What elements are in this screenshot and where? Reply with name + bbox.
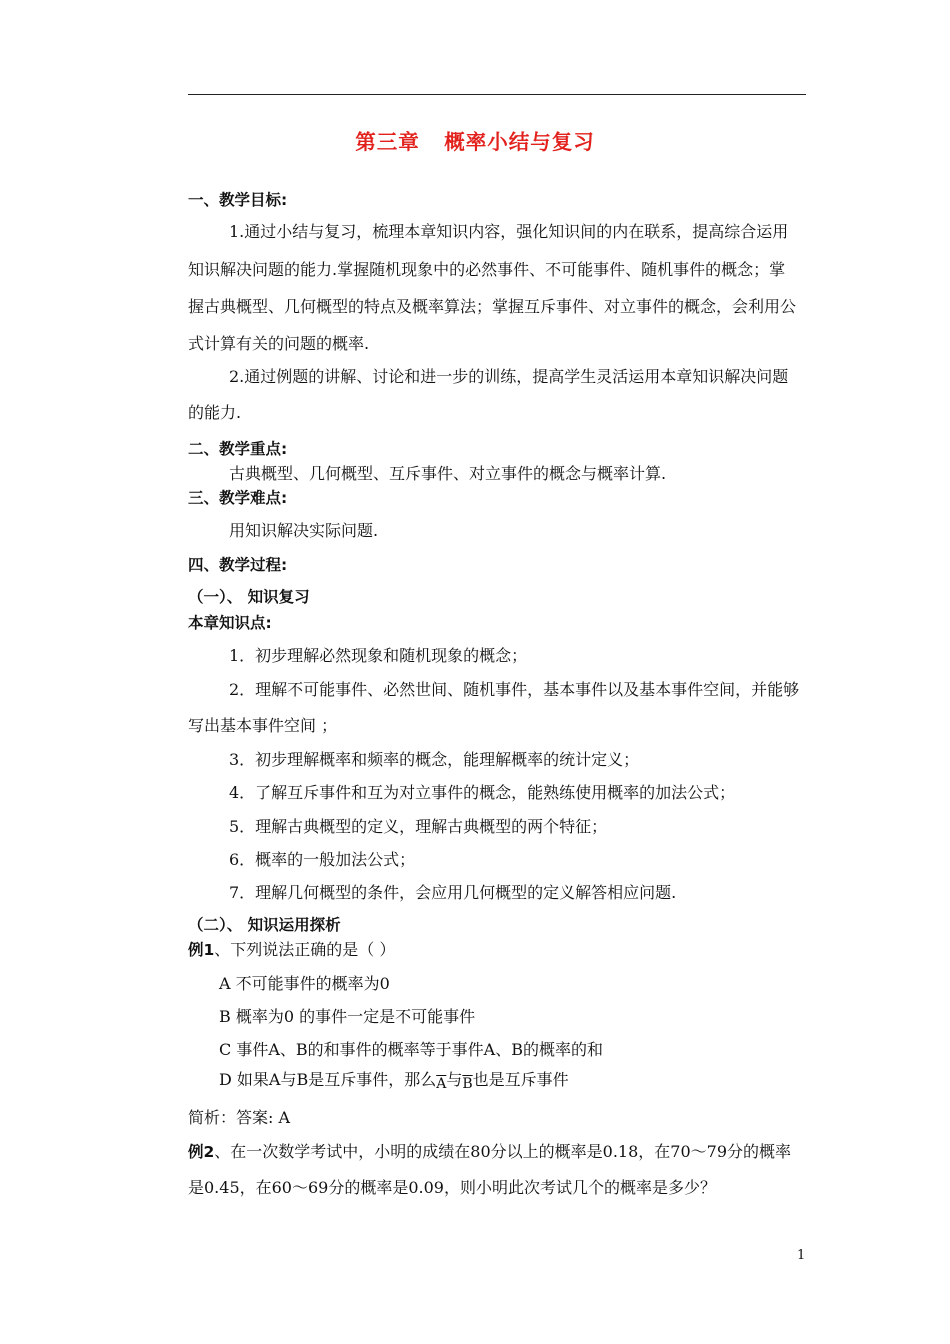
example-1-label: 例1 (188, 941, 215, 959)
knowledge-point-6: 6．概率的一般加法公式； (229, 850, 416, 869)
section-heading-key-points: 二、教学重点: (188, 440, 288, 458)
example-2-question-text: 、在一次数学考试中，小明的成绩在80分以上的概率是0.18，在70～79分的概率 (214, 1142, 792, 1161)
example-1-option-d (219, 1070, 569, 1091)
example-1-answer: 简析：答案: A (188, 1108, 291, 1127)
example-1-option-b: B 概率为0 的事件一定是不可能事件 (219, 1007, 476, 1026)
subheading-knowledge-application: （二）、 知识运用探析 (188, 916, 341, 934)
section-heading-difficulties: 三、教学难点: (188, 489, 288, 507)
section-heading-process: 四、教学过程: (188, 556, 288, 574)
example-2-question-line-1 (188, 1142, 791, 1162)
section-heading-goals: 一、教学目标: (188, 191, 288, 209)
page-number: 1 (797, 1248, 806, 1263)
goals-paragraph-2-line-1: 2.通过例题的讲解、讨论和进一步的训练，提高学生灵活运用本章知识解决问题 (229, 367, 789, 386)
knowledge-points-heading: 本章知识点: (188, 614, 272, 632)
option-d-middle: 与 (446, 1070, 463, 1089)
goals-paragraph-1-line-2: 知识解决问题的能力.掌握随机现象中的必然事件、不可能事件、随机事件的概念；掌 (188, 260, 786, 279)
header-rule (188, 94, 806, 95)
option-d-suffix: 也是互斥事件 (472, 1070, 569, 1089)
example-1-question-text: 、下列说法正确的是（ ） (214, 940, 396, 959)
goals-paragraph-2-line-2: 的能力. (188, 403, 242, 422)
knowledge-point-1: 1．初步理解必然现象和随机现象的概念； (229, 646, 528, 665)
key-points-text: 古典概型、几何概型、互斥事件、对立事件的概念与概率计算. (229, 464, 667, 483)
goals-paragraph-1-line-3: 握古典概型、几何概型的特点及概率算法；掌握互斥事件、对立事件的概念，会利用公 (188, 297, 797, 316)
subheading-knowledge-review: （一）、 知识复习 (188, 588, 310, 606)
page-title: 第三章 概率小结与复习 (355, 130, 595, 154)
example-1-option-a: A 不可能事件的概率为0 (219, 974, 390, 993)
complement-a: $\overline{A}$ (436, 1076, 447, 1092)
knowledge-point-5: 5．理解古典概型的定义，理解古典概型的两个特征； (229, 817, 608, 836)
example-1-question (188, 940, 395, 960)
goals-paragraph-1-line-1: 1.通过小结与复习，梳理本章知识内容，强化知识间的内在联系，提高综合运用 (229, 222, 789, 241)
example-2-question-line-2: 是0.45，在60～69分的概率是0.09，则小明此次考试几个的概率是多少？ (188, 1178, 716, 1197)
knowledge-point-7: 7．理解几何概型的条件，会应用几何概型的定义解答相应问题. (229, 883, 677, 902)
example-1-option-c: C 事件A、B的和事件的概率等于事件A、B的概率的和 (219, 1040, 603, 1059)
knowledge-point-2-line-2: 写出基本事件空间 ； (188, 716, 338, 735)
knowledge-point-4: 4．了解互斥事件和互为对立事件的概念，能熟练使用概率的加法公式； (229, 783, 736, 802)
difficulties-text: 用知识解决实际问题. (229, 521, 379, 540)
example-2-label: 例2 (188, 1143, 215, 1161)
knowledge-point-3: 3．初步理解概率和频率的概念，能理解概率的统计定义； (229, 750, 640, 769)
option-d-prefix: D 如果A与B是互斥事件，那么 (219, 1070, 437, 1089)
knowledge-point-2-line-1: 2．理解不可能事件、必然世间、随机事件，基本事件以及基本事件空间，并能够 (229, 680, 800, 699)
goals-paragraph-1-line-4: 式计算有关的问题的概率. (188, 334, 370, 353)
complement-b: $\overline{B}$ (462, 1076, 473, 1092)
